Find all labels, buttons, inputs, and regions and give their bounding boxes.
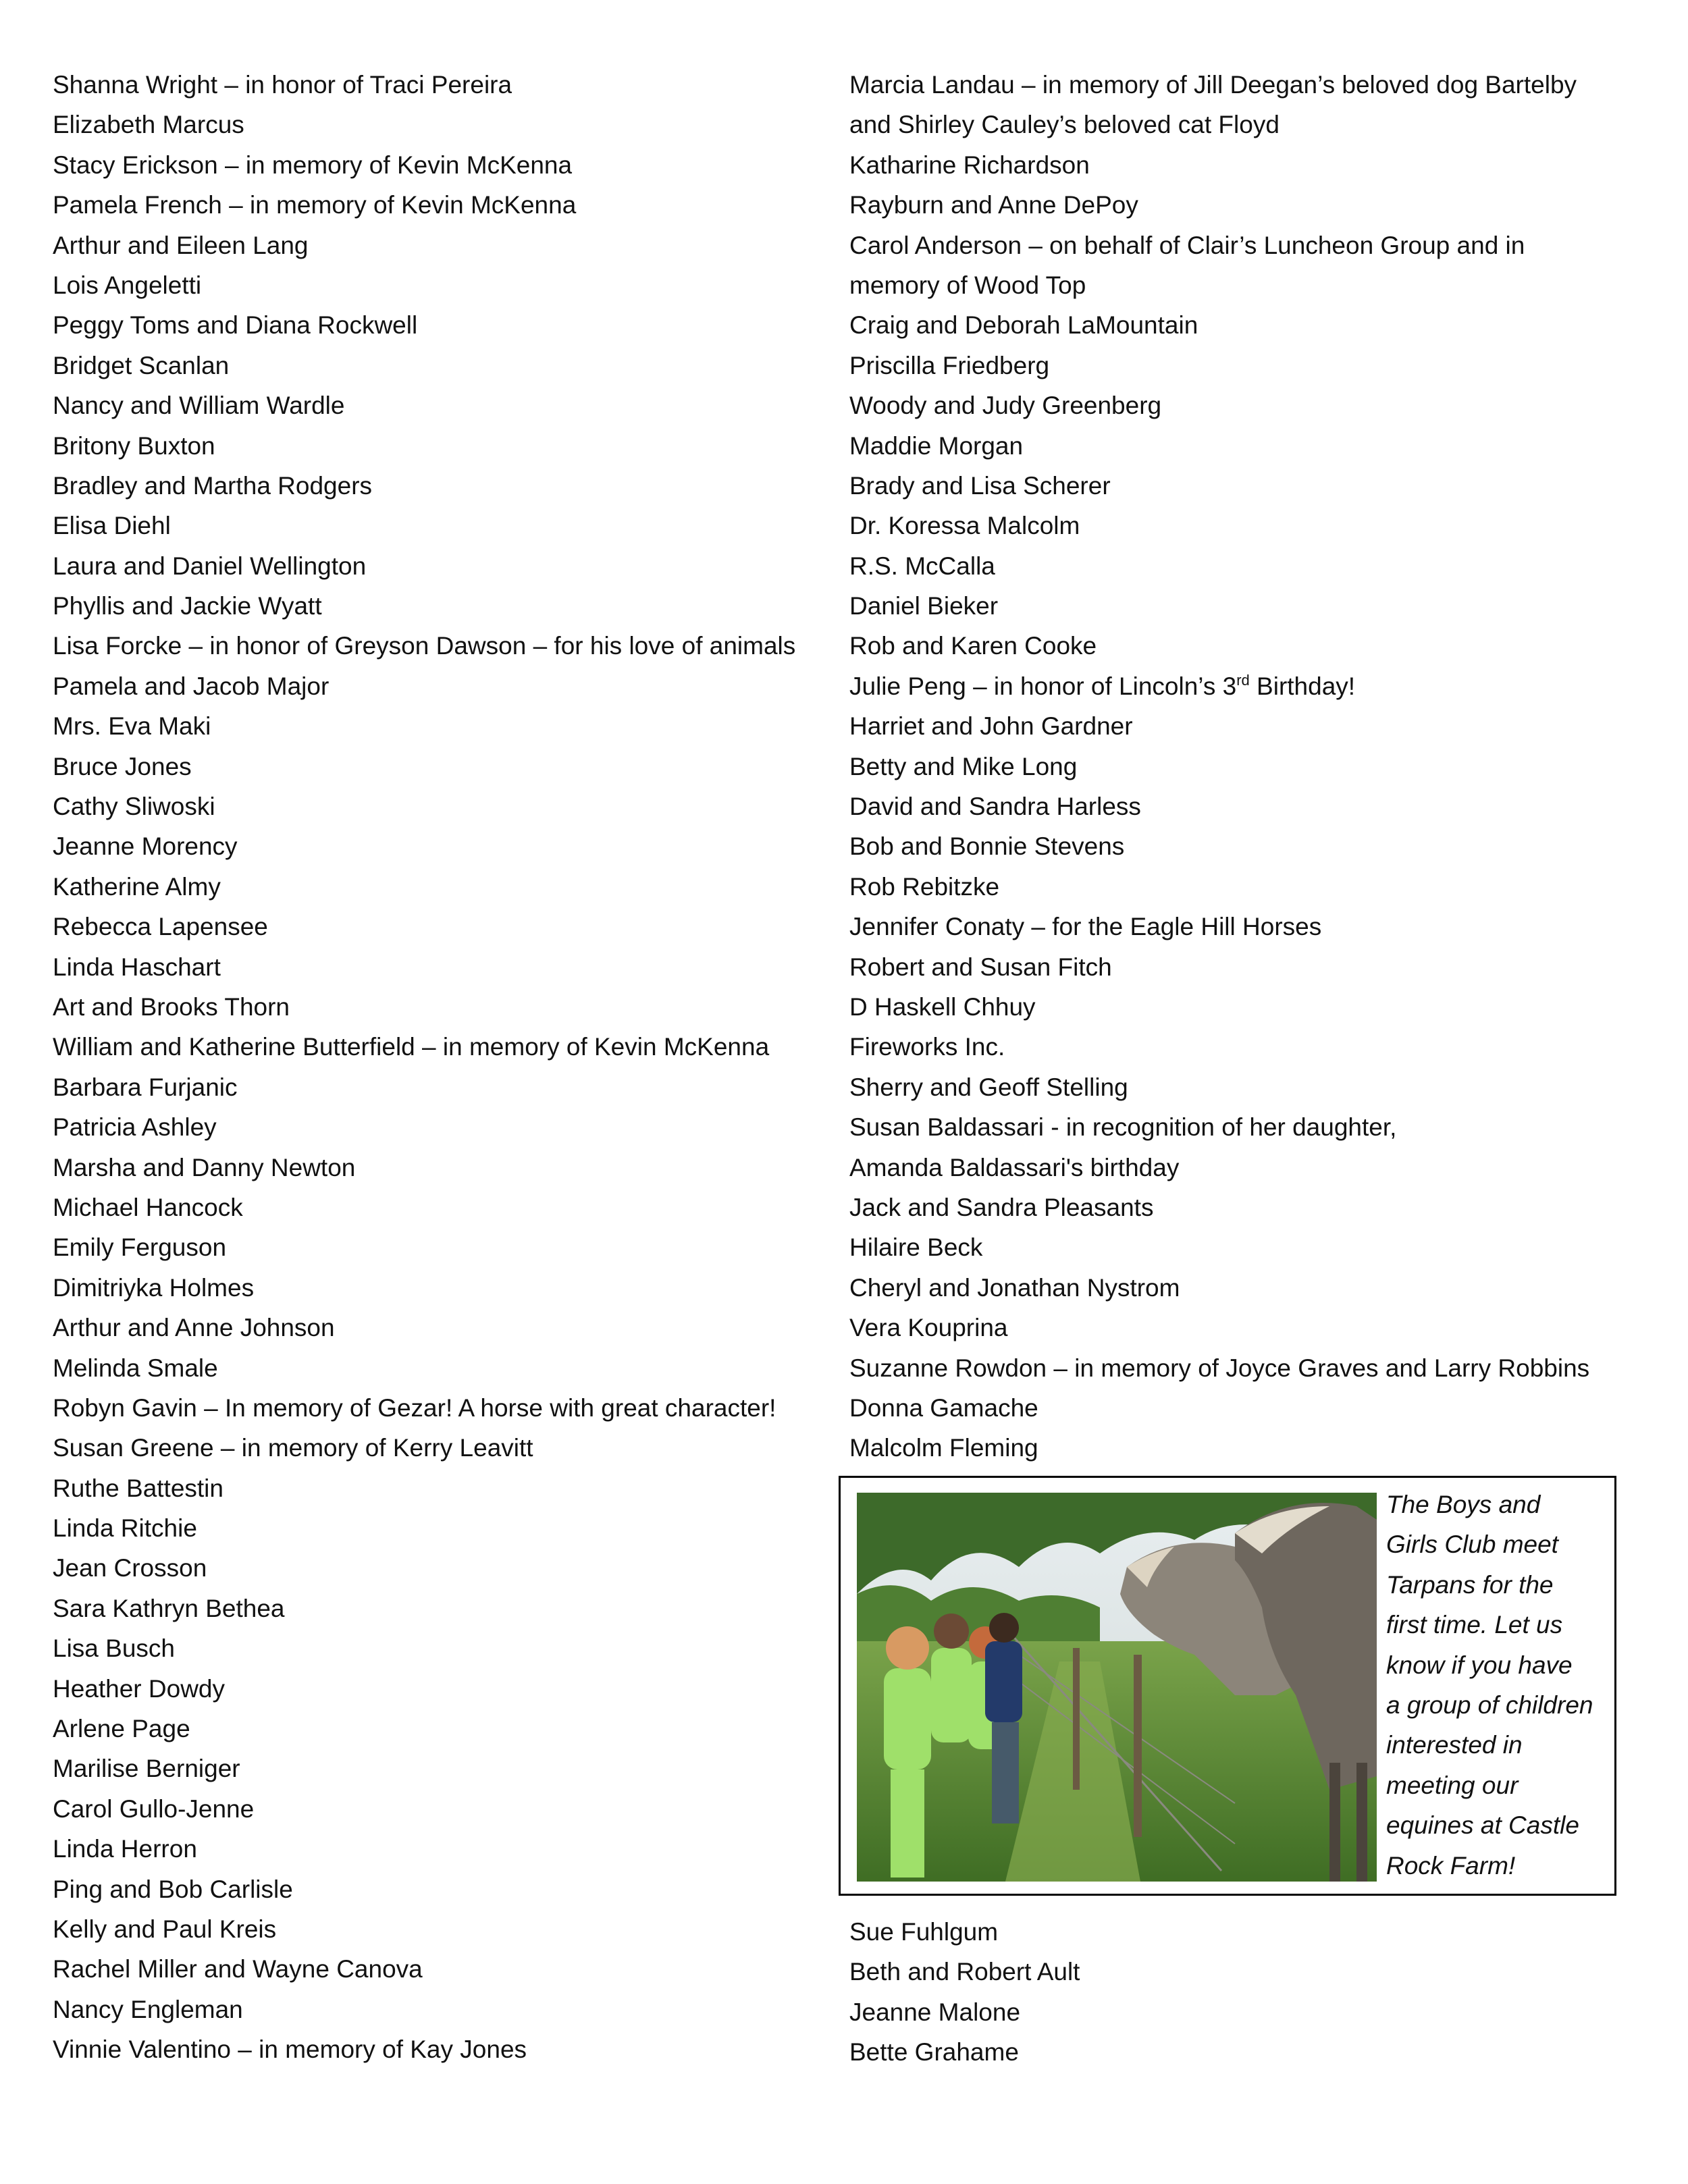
donor-entry: Emily Ferguson [53, 1233, 227, 1262]
donor-entry: Arthur and Anne Johnson [53, 1314, 335, 1342]
donor-entry: Lois Angeletti [53, 271, 202, 299]
donor-entry: Laura and Daniel Wellington [53, 552, 367, 580]
donor-entry: Harriet and John Gardner [849, 712, 1133, 741]
caption-line: Rock Farm! [1386, 1851, 1516, 1880]
donor-entry: Britony Buxton [53, 431, 215, 460]
donor-entry: Jennifer Conaty – for the Eagle Hill Horses [849, 913, 1322, 941]
donor-entry: Rob Rebitzke [849, 872, 1000, 901]
caption-line: first time. Let us [1386, 1611, 1563, 1639]
caption-line: Tarpans for the [1386, 1570, 1554, 1599]
donor-entry: Cheryl and Jonathan Nystrom [849, 1273, 1180, 1302]
donor-entry: Bob and Bonnie Stevens [849, 832, 1125, 861]
donor-entry: Phyllis and Jackie Wyatt [53, 592, 322, 620]
donor-entry: Michael Hancock [53, 1193, 243, 1221]
horses-and-children-photo [857, 1493, 1377, 1882]
donor-entry-text: Birthday! [1249, 672, 1356, 700]
donor-entry: Malcolm Fleming [849, 1434, 1038, 1462]
donor-entry: Bette Grahame [849, 2038, 1019, 2067]
donor-entry: Linda Ritchie [53, 1514, 197, 1543]
donor-entry: Ruthe Battestin [53, 1474, 223, 1502]
donor-entry: Carol Gullo-Jenne [53, 1794, 255, 1823]
donor-entry: memory of Wood Top [849, 271, 1086, 299]
donor-entry: Hilaire Beck [849, 1233, 983, 1262]
donor-entry: William and Katherine Butterfield – in memory of Kevin McKenna [53, 1033, 770, 1061]
caption-line: The Boys and [1386, 1491, 1541, 1518]
donor-entry: Jeanne Morency [53, 832, 238, 861]
donor-entry: Elizabeth Marcus [53, 111, 244, 139]
right-donor-list-bottom [849, 1912, 1080, 2073]
donor-entry: Katherine Almy [53, 872, 221, 901]
donor-entry: Bruce Jones [53, 752, 192, 780]
donor-entry: Kelly and Paul Kreis [53, 1915, 277, 1943]
donor-entry: Pamela and Jacob Major [53, 672, 329, 700]
donor-entry: Cathy Sliwoski [53, 793, 215, 821]
donor-entry: Rayburn and Anne DePoy [849, 191, 1138, 219]
donor-entry: Susan Greene – in memory of Kerry Leavitt [53, 1434, 533, 1462]
donor-entry-text: Julie Peng – in honor of Lincoln’s 3 [849, 672, 1237, 700]
donor-entry [849, 666, 1646, 706]
donor-entry: Priscilla Friedberg [849, 351, 1050, 379]
donor-entry: Dimitriyka Holmes [53, 1273, 255, 1302]
donor-entry: Katharine Richardson [849, 151, 1090, 179]
donor-entry: Carol Anderson – on behalf of Clair’s Luncheon Group and in [849, 231, 1525, 259]
donor-entry: Woody and Judy Greenberg [849, 392, 1162, 420]
donor-entry: Peggy Toms and Diana Rockwell [53, 311, 418, 340]
photo-callout [839, 1476, 1616, 1896]
donor-entry: Elisa Diehl [53, 512, 171, 540]
donor-entry: Linda Herron [53, 1835, 197, 1863]
donor-entry: D Haskell Chhuy [849, 992, 1036, 1021]
donor-entry: Robert and Susan Fitch [849, 953, 1112, 981]
caption-line: a group of children [1386, 1691, 1593, 1720]
donor-entry: Vera Kouprina [849, 1314, 1008, 1342]
donor-entry: Linda Haschart [53, 953, 221, 981]
donor-entry: Marilise Berniger [53, 1755, 240, 1783]
donor-entry: Patricia Ashley [53, 1113, 217, 1142]
donor-entry: Rebecca Lapensee [53, 913, 268, 941]
photo-caption [1386, 1485, 1609, 1886]
donor-entry: David and Sandra Harless [849, 793, 1141, 821]
donor-entry: Jean Crosson [53, 1554, 207, 1582]
donor-entry: Arlene Page [53, 1715, 190, 1743]
donor-entry: Susan Baldassari - in recognition of her daughter, [849, 1113, 1397, 1142]
caption-line: equines at Castle [1386, 1811, 1579, 1840]
donor-entry: Jeanne Malone [849, 1998, 1021, 2026]
donor-entry: Heather Dowdy [53, 1674, 226, 1703]
donor-entry: R.S. McCalla [849, 552, 995, 580]
donor-entry: Sherry and Geoff Stelling [849, 1073, 1128, 1101]
donor-entry: Lisa Forcke – in honor of Greyson Dawson – for his love of animals [53, 632, 796, 660]
donor-entry: Fireworks Inc. [849, 1033, 1005, 1061]
donor-entry: Shanna Wright – in honor of Traci Pereira [53, 71, 512, 99]
donor-entry: and Shirley Cauley’s beloved cat Floyd [849, 111, 1280, 139]
left-donor-list [53, 65, 829, 2070]
donor-entry: Maddie Morgan [849, 431, 1024, 460]
donor-entry: Rob and Karen Cooke [849, 632, 1097, 660]
donor-entry: Bridget Scanlan [53, 351, 230, 379]
donor-entry: Arthur and Eileen Lang [53, 231, 309, 259]
donor-entry: Marsha and Danny Newton [53, 1153, 356, 1181]
donor-entry: Stacy Erickson – in memory of Kevin McKenna [53, 151, 573, 179]
donor-entry: Ping and Bob Carlisle [53, 1875, 293, 1903]
donor-entry: Betty and Mike Long [849, 752, 1078, 780]
donor-entry: Sue Fuhlgum [849, 1918, 999, 1946]
donor-entry: Melinda Smale [53, 1354, 218, 1382]
donor-entry: Sara Kathryn Bethea [53, 1594, 285, 1622]
caption-line: meeting our [1386, 1771, 1519, 1799]
right-donor-list [849, 65, 1646, 1468]
donor-entry: Donna Gamache [849, 1393, 1038, 1422]
donor-entry: Amanda Baldassari's birthday [849, 1153, 1180, 1181]
donor-entry: Bradley and Martha Rodgers [53, 471, 373, 500]
donor-entry: Suzanne Rowdon – in memory of Joyce Graves and Larry Robbins [849, 1354, 1590, 1382]
donor-entry: Rachel Miller and Wayne Canova [53, 1955, 423, 1983]
donor-entry: Daniel Bieker [849, 592, 999, 620]
donor-entry: Robyn Gavin – In memory of Gezar! A horse with great character! [53, 1393, 776, 1422]
donor-entry: Brady and Lisa Scherer [849, 471, 1111, 500]
donor-entry: Craig and Deborah LaMountain [849, 311, 1198, 340]
donor-entry: Mrs. Eva Maki [53, 712, 211, 741]
donor-entry: Marcia Landau – in memory of Jill Deegan’s beloved dog Bartelby [849, 71, 1577, 99]
donor-entry: Pamela French – in memory of Kevin McKenna [53, 191, 577, 219]
donor-entry: Vinnie Valentino – in memory of Kay Jones [53, 2035, 527, 2064]
donor-entry: Art and Brooks Thorn [53, 992, 290, 1021]
caption-line: know if you have [1386, 1651, 1573, 1679]
donor-entry: Dr. Koressa Malcolm [849, 512, 1080, 540]
donor-entry: Beth and Robert Ault [849, 1958, 1080, 1986]
donor-entry: Nancy and William Wardle [53, 392, 345, 420]
donor-entry: Barbara Furjanic [53, 1073, 238, 1101]
ordinal-suffix: rd [1236, 671, 1250, 689]
caption-line: interested in [1386, 1731, 1523, 1759]
donor-entry: Nancy Engleman [53, 1995, 243, 2023]
donor-entry: Jack and Sandra Pleasants [849, 1193, 1154, 1221]
caption-line: Girls Club meet [1386, 1530, 1558, 1559]
donor-entry: Lisa Busch [53, 1634, 175, 1663]
